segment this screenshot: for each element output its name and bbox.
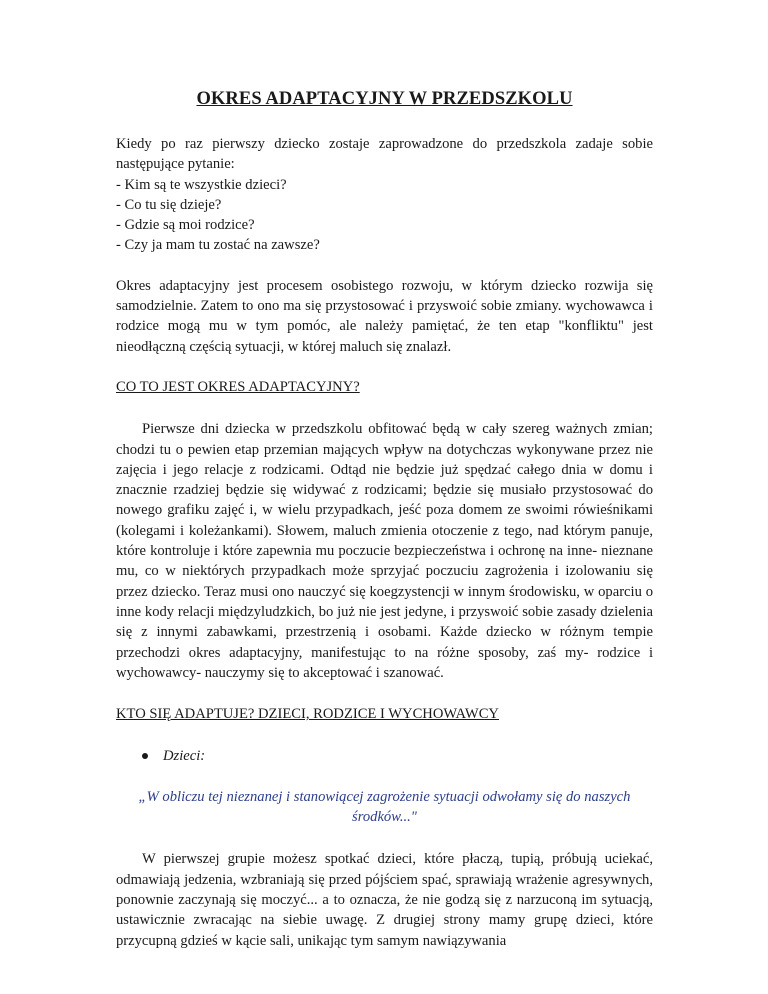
question-item: - Gdzie są moi rodzice?: [116, 217, 255, 234]
intro-paragraph: Kiedy po raz pierwszy dziecko zostaje zaprowadzone do przedszkola zadaje sobie następujące pytanie:: [116, 136, 653, 173]
question-item: - Czy ja mam tu zostać na zawsze?: [116, 237, 320, 254]
definition-paragraph: Okres adaptacyjny jest procesem osobistego rozwoju, w którym dziecko rozwija się samodzielnie. Zatem to ono ma się przystosować i przyswoić sobie zmiany. wychowawca i rodzice mogą mu w tym pomóc, ale należy pamiętać, że ten etap "konfliktu" jest nieodłączną częścią sytuacji, w której maluch się znalazł.: [116, 277, 653, 355]
quote-block: „W obliczu tej nieznanej i stanowiącej zagrożenie sytuacji odwołamy się do naszych środków...": [138, 788, 631, 826]
section-heading-who-adapts: KTO SIĘ ADAPTUJE? DZIECI, RODZICE I WYCHOWAWCY: [116, 706, 499, 723]
section-what-is-body: Pierwsze dni dziecka w przedszkolu obfitować będą w cały szereg ważnych zmian; chodzi tu o pewien etap przemian mających wpływ na dotychczas wykonywane przez nie zajęcia i jego relacje z rodzicami. Odtąd nie będzie już spędzać całego dnia w domu i znacznie rzadziej będzie się widywać z rodzicami; będzie się musiało przystosować do nowego grafiku zajęć i, w wielu przypadkach, jeść poza domem ze swoimi rówieśnikami (kolegami i koleżankami). Słowem, maluch zmienia otoczenie z tego, nad którym panuje, które kontroluje i które zapewnia mu poczucie bezpieczeństwa i ochronę na inne- nieznane mu, co w niektórych przypadkach może sprzyjać poczuciu zagrożenia i izolowaniu się przez dziecko. Teraz musi ono nauczyć się koegzystencji w innym środowisku, w oparciu o inne kody relacji międzyludzkich, bo już nie jest jedyne, i przyswoić sobie zasady dzielenia się z innymi zabawkami, przestrzenią i osobami. Każde dziecko w różnym tempie przechodzi okres adaptacyjny, manifestując to na różne sposoby, zaś my- rodzice i wychowawcy- nauczymy się to akceptować i szanować.: [116, 421, 653, 681]
bullet-label: Dzieci:: [163, 748, 206, 765]
bullet-dot-icon: [142, 753, 148, 759]
section-who-adapts-body: W pierwszej grupie możesz spotkać dzieci, które płaczą, tupią, próbują uciekać, odmawiają jedzenia, wzbraniają się przed pójściem spać, sprawiają wrażenie agresywnych, ponownie zaczynają się moczyć... a to oznacza, że nie godzą się z narzuconą im sytuacją, ustawicznie zwracając na siebie uwagę. Z drugiej strony mamy grupę dzieci, które przycupną gdzieś w kącie sali, unikając tym samym nawiązywania: [116, 851, 653, 949]
question-list: [116, 175, 653, 256]
section-heading-what-is: CO TO JEST OKRES ADAPTACYJNY?: [116, 378, 360, 395]
question-item: - Co tu się dzieje?: [116, 196, 222, 213]
document-page: [116, 89, 653, 951]
bullet-list: [116, 746, 653, 766]
bullet-item-children: [116, 746, 653, 766]
page-title: OKRES ADAPTACYJNY W PRZEDSZKOLU: [196, 89, 573, 109]
question-item: - Kim są te wszystkie dzieci?: [116, 176, 287, 193]
